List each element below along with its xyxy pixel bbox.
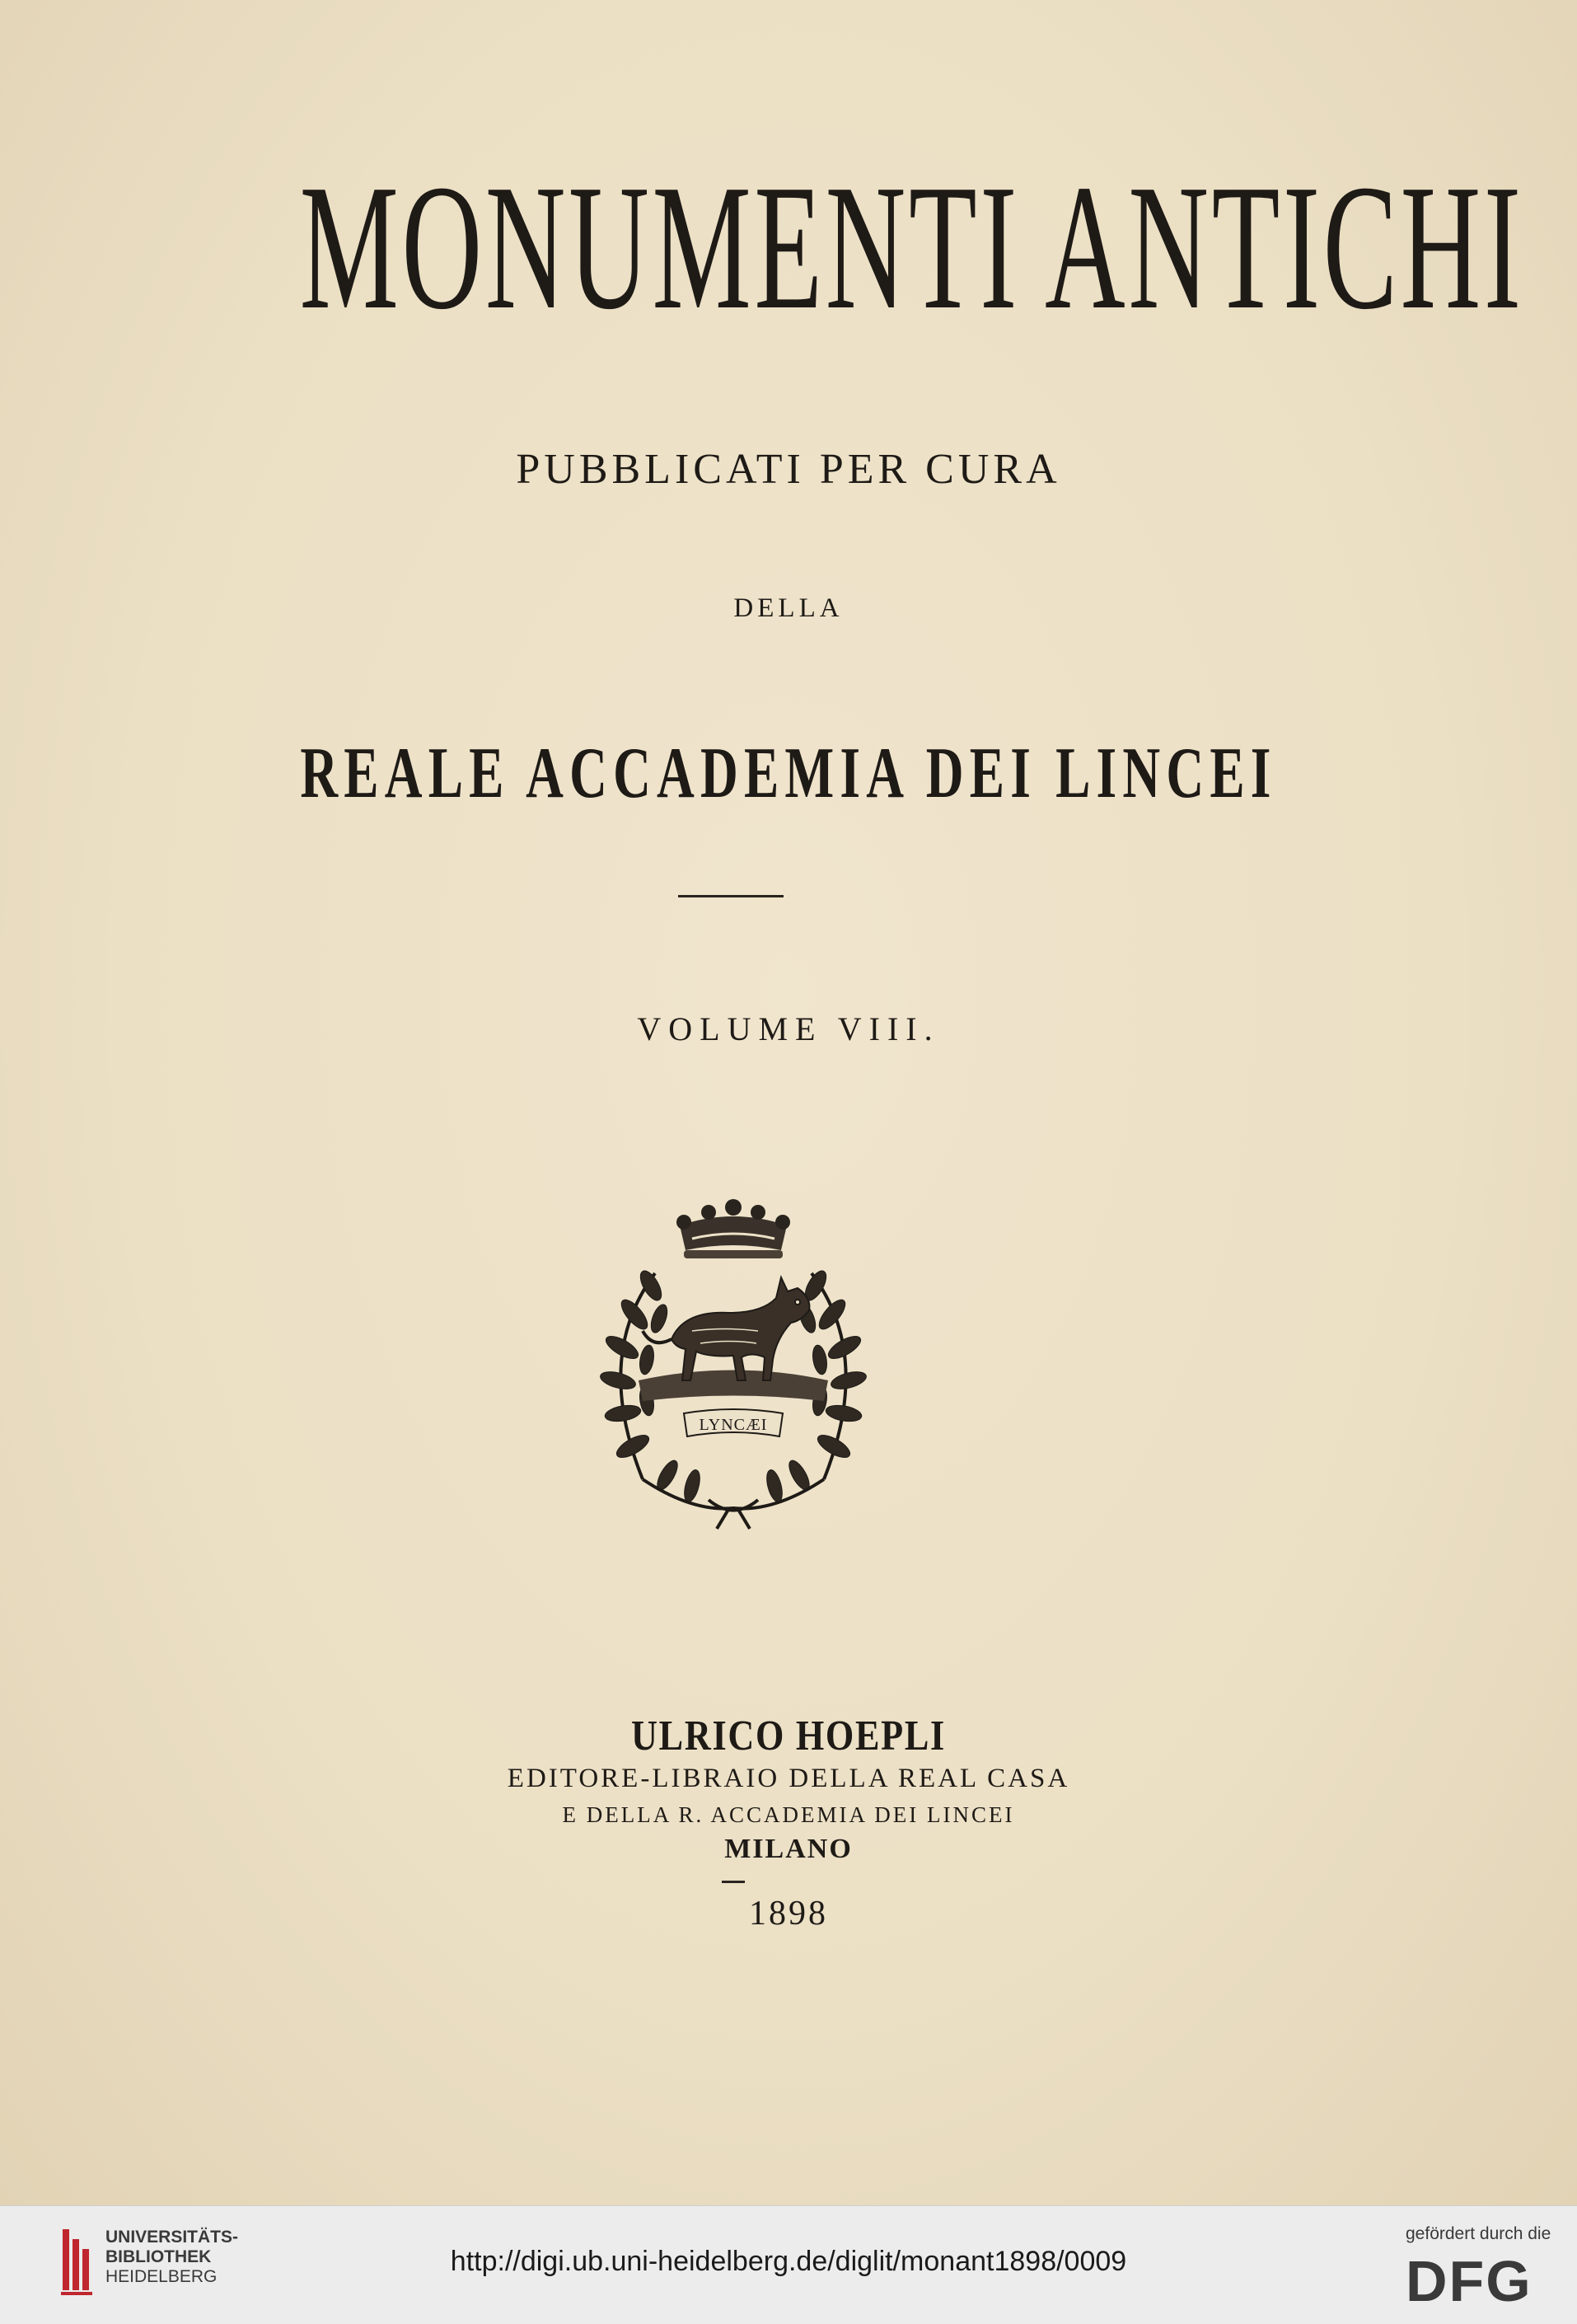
publication-year: 1898 — [749, 1895, 828, 1933]
ground-mound — [639, 1371, 828, 1402]
laurel-wreath-icon — [598, 1267, 868, 1529]
lynx-icon — [643, 1277, 809, 1380]
divider-rule — [678, 895, 784, 897]
library-line-1: UNIVERSITÄTS- — [105, 2228, 239, 2247]
dfg-logo[interactable]: DFG — [1406, 2249, 1533, 2313]
permalink-url[interactable]: http://digi.ub.uni-heidelberg.de/diglit/monant1898/0009 — [450, 2246, 1127, 2277]
viewer-footer — [0, 2205, 1577, 2324]
academy-name: REALE ACCADEMIA DEI LINCEI — [300, 733, 1277, 813]
volume-number: VOLUME VIII. — [637, 1010, 940, 1047]
emblem-motto: LYNCÆI — [699, 1416, 768, 1434]
library-line-3: HEIDELBERG — [105, 2267, 218, 2286]
subtitle-line-2: DELLA — [733, 593, 844, 623]
subtitle-line-1: PUBBLICATI PER CURA — [516, 446, 1061, 493]
library-line-2: BIBLIOTHEK — [105, 2247, 212, 2266]
crown-icon — [676, 1199, 790, 1258]
publisher-name: ULRICO HOEPLI — [631, 1713, 946, 1759]
lynx-emblem-icon — [560, 1174, 906, 1537]
publisher-line-1: EDITORE-LIBRAIO DELLA REAL CASA — [507, 1764, 1070, 1793]
publication-city: MILANO — [724, 1834, 853, 1864]
funding-note: gefördert durch die — [1406, 2224, 1551, 2243]
book-title: MONUMENTI ANTICHI — [299, 148, 1524, 347]
small-divider — [722, 1881, 745, 1883]
publisher-line-2: E DELLA R. ACCADEMIA DEI LINCEI — [562, 1802, 1015, 1827]
